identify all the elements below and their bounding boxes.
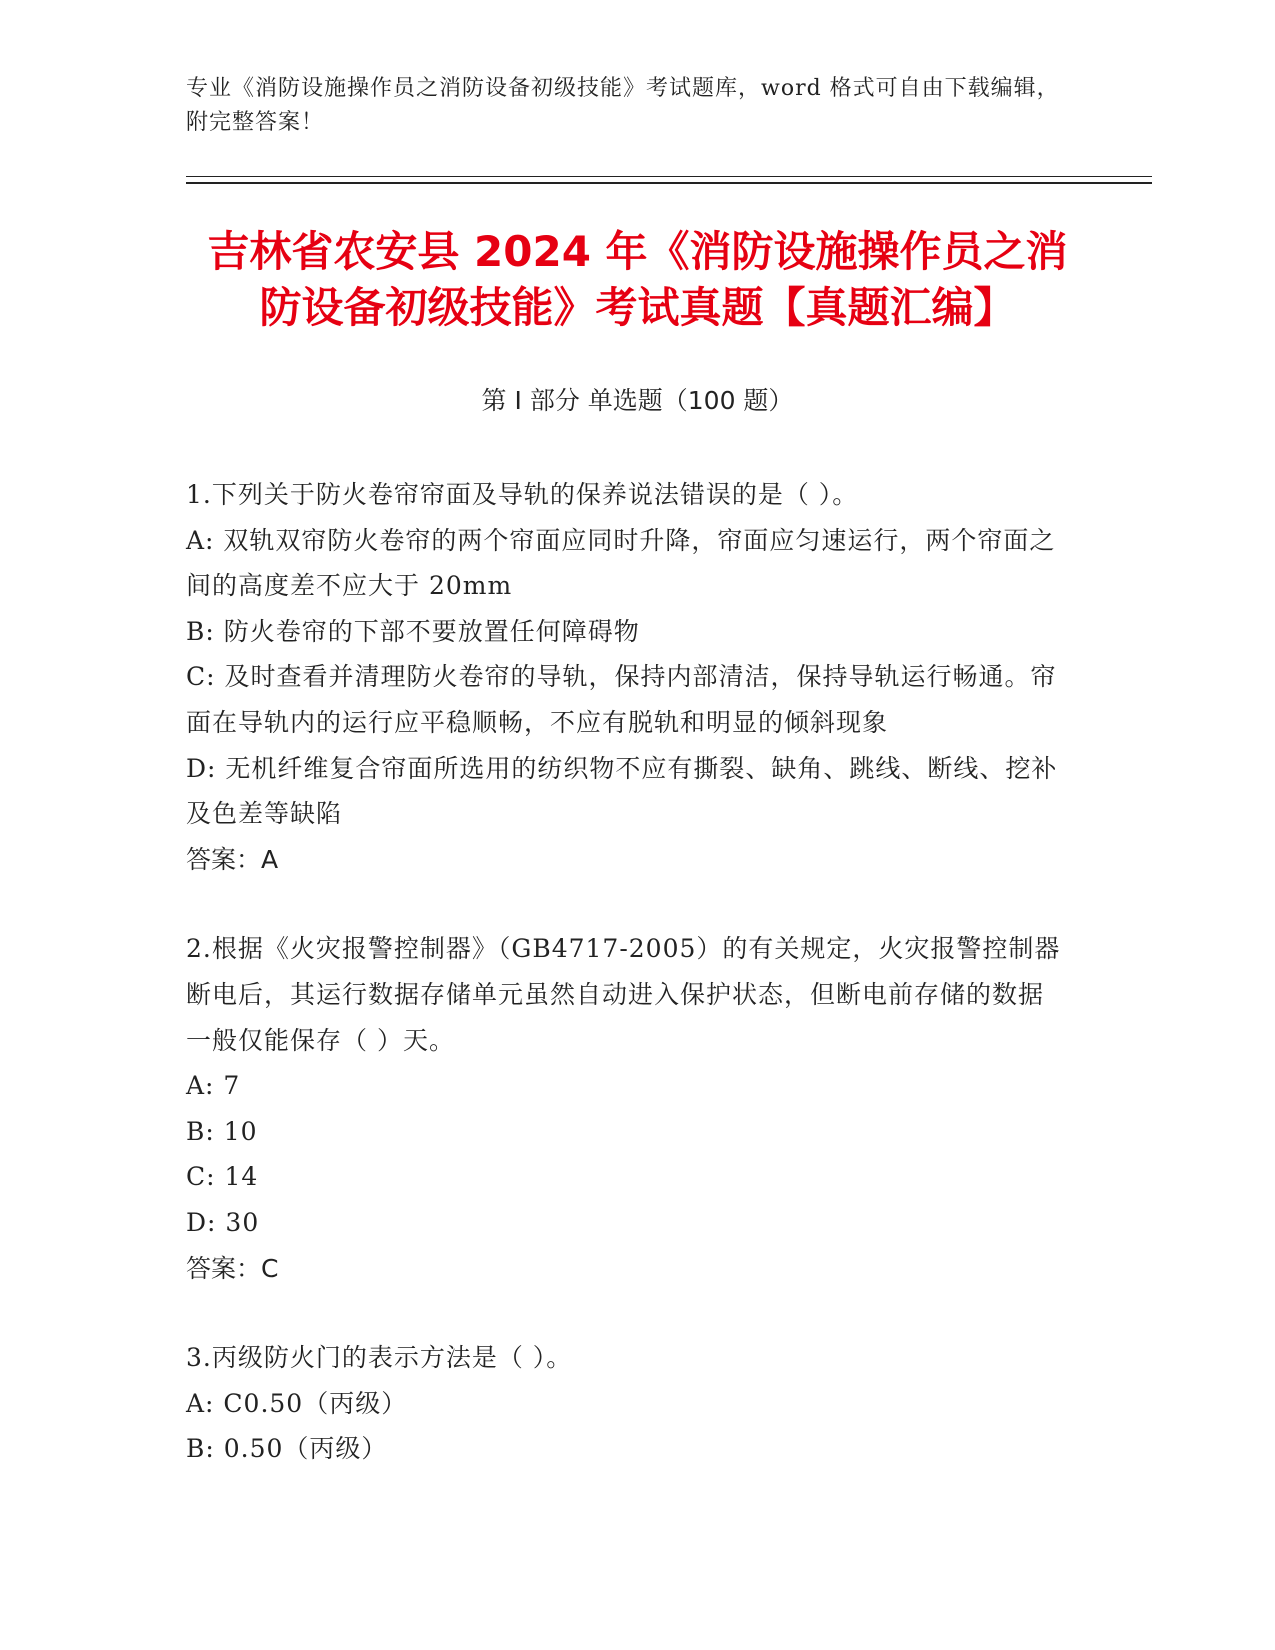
- header-divider-thick: [186, 182, 1152, 184]
- header-divider-thin: [186, 176, 1152, 177]
- question-stem: 3.丙级防火门的表示方法是（ ）。: [186, 1343, 573, 1373]
- document-title-line-1: 吉林省农安县 2024 年《消防设施操作员之消: [207, 227, 1068, 276]
- option-b: B: 10: [186, 1116, 258, 1146]
- option-b: B: 0.50（丙级）: [186, 1434, 388, 1464]
- answer-label: 答案：C: [186, 1253, 279, 1283]
- question-stem: 2.根据《火灾报警控制器》（GB4717-2005）的有关规定，火灾报警控制器断电后，其运行数据存储单元虽然自动进入保护状态，但断电前存储的数据一般仅能保存（ ）天。: [186, 934, 1061, 1055]
- answer-label: 答案：A: [186, 844, 279, 874]
- question-3: [186, 1335, 1066, 1472]
- option-c: C: 及时查看并清理防火卷帘的导轨，保持内部清洁，保持导轨运行畅通。帘面在导轨内的运行应平稳顺畅，不应有脱轨和明显的倾斜现象: [186, 662, 1057, 737]
- option-b: B: 防火卷帘的下部不要放置任何障碍物: [186, 616, 640, 646]
- option-a: A: 双轨双帘防火卷帘的两个帘面应同时升降，帘面应匀速运行，两个帘面之间的高度差不应大于 20mm: [186, 525, 1056, 601]
- option-d: D: 无机纤维复合帘面所选用的纺织物不应有撕裂、缺角、跳线、断线、挖补及色差等缺陷: [186, 753, 1058, 829]
- option-a: A: 7: [186, 1071, 241, 1101]
- question-stem: 1.下列关于防火卷帘帘面及导轨的保养说法错误的是（ ）。: [186, 480, 859, 509]
- section-heading: 第 I 部分 单选题（100 题）: [481, 386, 794, 415]
- document-title: [150, 224, 1125, 336]
- question-1: [186, 472, 1066, 882]
- question-2: [186, 926, 1066, 1291]
- header-note: 专业《消防设施操作员之消防设备初级技能》考试题库，word 格式可自由下载编辑，附完整答案！: [186, 76, 1060, 135]
- document-title-line-2: 防设备初级技能》考试真题【真题汇编】: [259, 283, 1016, 332]
- question-list: [186, 472, 1066, 1516]
- option-d: D: 30: [186, 1207, 260, 1237]
- option-c: C: 14: [186, 1162, 259, 1192]
- option-a: A: C0.50（丙级）: [186, 1388, 408, 1418]
